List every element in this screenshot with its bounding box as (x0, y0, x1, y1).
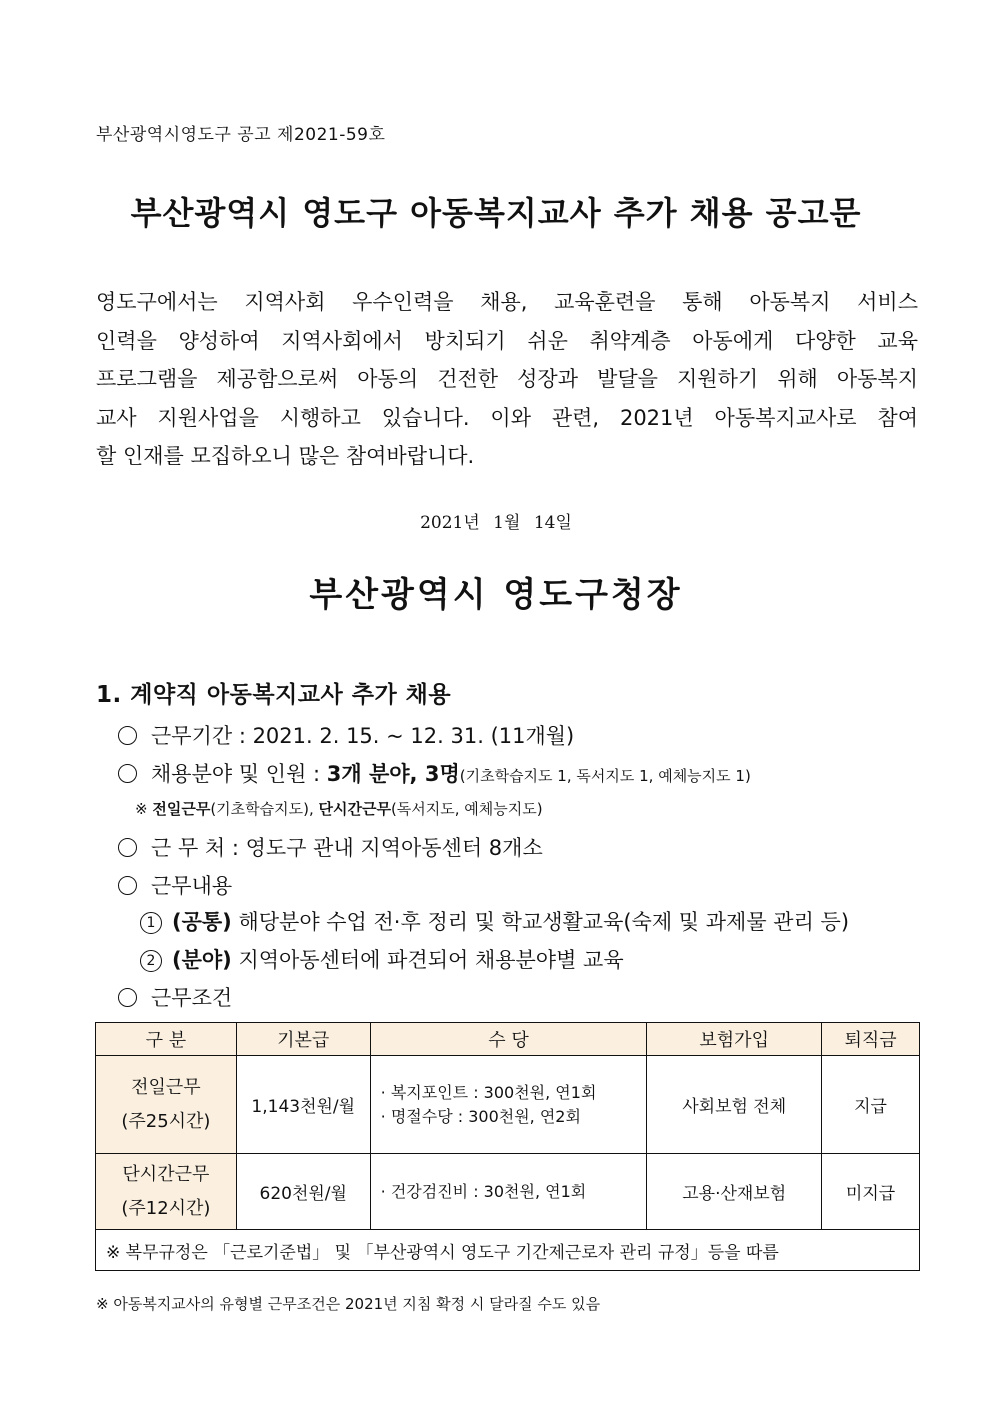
intro-line: 프로그램을 제공함으로써 아동의 건전한 성장과 발달을 지원하기 위해 아동복지 (96, 367, 918, 391)
number-two-icon: 2 (140, 950, 162, 972)
row-full-severance: 지급 (822, 1056, 920, 1154)
intro-line: 영도구에서는 지역사회 우수인력을 채용, 교육훈련을 통해 아동복지 서비스 (96, 290, 918, 314)
header-salary: 기본급 (236, 1023, 370, 1056)
circle-bullet-icon (118, 876, 137, 895)
notice-date: 2021년 1월 14일 (420, 513, 572, 533)
workplace-item (118, 832, 543, 862)
row-part-salary: 620천원/월 (236, 1154, 370, 1230)
table-footer: ※ 복무규정은 「근로기준법」 및 「부산광역시 영도구 기간제근로자 관리 규정」등을 따름 (96, 1230, 920, 1271)
period-text: 근무기간 : 2021. 2. 15. ~ 12. 31. (11개월) (151, 724, 575, 748)
circle-bullet-icon (118, 988, 137, 1007)
row-part-allowance: · 건강검진비 : 30천원, 연1회 (370, 1154, 647, 1230)
note-part-label: 단시간근무 (318, 800, 391, 818)
row-full-allowance (370, 1056, 647, 1154)
header-severance: 퇴직금 (822, 1023, 920, 1056)
field-detail: (기초학습지도 1, 독서지도 1, 예체능지도 1) (459, 767, 751, 785)
note-full-detail: (기초학습지도), (210, 800, 319, 818)
note-part-detail: (독서지도, 예체능지도) (390, 800, 543, 818)
period-item (118, 720, 574, 750)
row-full-salary: 1,143천원/월 (236, 1056, 370, 1154)
duty-field-label: (분야) (172, 948, 232, 972)
field-label: 채용분야 및 인원 : (151, 762, 327, 786)
table-row (96, 1154, 920, 1230)
allowance-line: · 명절수당 : 300천원, 연2회 (380, 1106, 581, 1126)
duty-common-text: 해당분야 수업 전·후 정리 및 학교생활교육(숙제 및 과제물 관리 등) (231, 910, 850, 934)
row-part-severance: 미지급 (822, 1154, 920, 1230)
table-row (96, 1056, 920, 1154)
field-item (118, 758, 751, 788)
conditions-table (95, 1022, 920, 1271)
row-full-hours: (주25시간) (121, 1110, 211, 1132)
row-part-insurance: 고용·산재보험 (647, 1154, 822, 1230)
bottom-note: ※ 아동복지교사의 유형별 근무조건은 2021년 지침 확정 시 달라질 수도 있음 (96, 1295, 601, 1313)
work-type-note (135, 798, 543, 819)
number-one-icon: 1 (140, 912, 162, 934)
duty-common (140, 906, 849, 936)
row-part-label (96, 1154, 237, 1230)
duty-field (140, 944, 624, 974)
duty-field-text: 지역아동센터에 파견되어 채용분야별 교육 (231, 948, 624, 972)
intro-line: 인력을 양성하여 지역사회에서 방치되기 쉬운 취약계층 아동에게 다양한 교육 (96, 328, 918, 353)
duty-text: 근무내용 (151, 874, 233, 898)
row-full-insurance: 사회보험 전체 (647, 1056, 822, 1154)
row-full-type: 전일근무 (131, 1076, 201, 1098)
issuer: 부산광역시 영도구청장 (309, 575, 683, 615)
allowance-line: · 복지포인트 : 300천원, 연1회 (380, 1082, 597, 1102)
duty-item (118, 870, 232, 900)
header-category: 구 분 (96, 1023, 237, 1056)
duty-common-label: (공통) (172, 910, 232, 934)
section-title: 1. 계약직 아동복지교사 추가 채용 (96, 682, 452, 708)
note-mark: ※ (135, 800, 153, 818)
field-count: 3개 분야, 3명 (326, 762, 460, 786)
header-allowance: 수 당 (370, 1023, 647, 1056)
intro-line: 할 인재를 모집하오니 많은 참여바랍니다. (96, 444, 475, 468)
intro-paragraph (96, 283, 918, 476)
table-header-row (96, 1023, 920, 1056)
circle-bullet-icon (118, 838, 137, 857)
header-insurance: 보험가입 (647, 1023, 822, 1056)
circle-bullet-icon (118, 764, 137, 783)
row-full-label (96, 1056, 237, 1154)
table-footer-row (96, 1230, 920, 1271)
page-title: 부산광역시 영도구 아동복지교사 추가 채용 공고문 (130, 194, 862, 232)
conditions-item (118, 982, 232, 1012)
row-part-type: 단시간근무 (122, 1163, 210, 1185)
intro-line: 교사 지원사업을 시행하고 있습니다. 이와 관련, 2021년 아동복지교사로 참여 (96, 405, 918, 430)
notice-number: 부산광역시영도구 공고 제2021-59호 (96, 125, 386, 145)
circle-bullet-icon (118, 726, 137, 745)
row-part-hours: (주12시간) (121, 1197, 211, 1219)
workplace-text: 근 무 처 : 영도구 관내 지역아동센터 8개소 (151, 836, 543, 860)
conditions-text: 근무조건 (151, 986, 233, 1010)
note-full-label: 전일근무 (152, 800, 211, 818)
